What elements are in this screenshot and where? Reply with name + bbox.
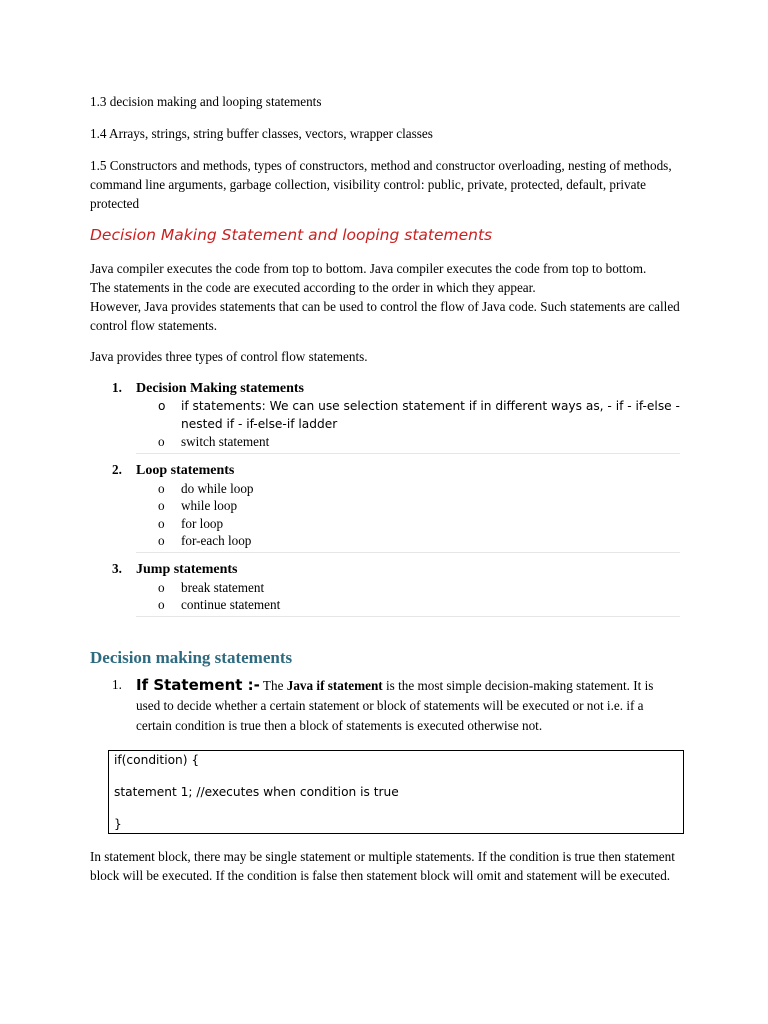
sub-list [136,480,680,550]
sub-list-item-text: if statements: We can use selection statement if in different ways as, - if - if-else - nested if - if-else-if ladder [181,399,680,431]
sub-list-item [136,532,680,550]
control-flow-types-list [90,559,680,614]
bullet-icon: o [158,434,165,449]
list-number: 3. [112,560,122,576]
toc-line-1-5: 1.5 Constructors and methods, types of constructors, method and constructor overloading, nesting of methods, command line arguments, garbage collection, visibility control: public, private, protected, default, private protected [90,158,672,211]
intro-line-1: Java compiler executes the code from top to bottom. Java compiler executes the code from top to bottom. [90,261,647,276]
list-item-decision-making [90,378,680,451]
divider [136,616,680,617]
bullet-icon: o [158,579,165,595]
list-item-title: Decision Making statements [136,381,304,396]
list-item-title: Loop statements [136,462,235,478]
if-text-bold: Java if statement [286,677,383,693]
control-flow-types-list [90,460,680,550]
bullet-icon: o [158,480,165,496]
bullet-icon: o [158,533,165,548]
sub-list-item-text: switch statement [181,434,270,449]
sub-list-item [136,398,680,433]
sub-list-item-text: for loop [181,515,224,531]
list-item-jump [90,559,680,614]
sub-list-item [136,497,680,515]
intro-paragraph-2: Java provides three types of control flow statements. [90,349,368,364]
section-heading-decision-looping: Decision Making Statement and looping statements [90,226,493,244]
code-line: if(condition) { [114,752,200,767]
list-item-title: Jump statements [136,561,238,577]
bullet-icon: o [158,515,165,531]
sub-list-item-text: break statement [181,579,265,595]
sub-list [136,579,680,614]
intro-line-3: However, Java provides statements that can be used to control the flow of Java code. Such statements are called control flow statements. [90,299,680,333]
list-number: 1. [112,676,122,692]
sub-list-item-text: continue statement [181,597,281,612]
bullet-icon: o [158,597,165,612]
code-block [108,750,684,834]
control-flow-types-list [90,378,680,451]
bullet-icon: o [158,498,165,513]
sub-list-item [136,596,680,614]
if-text-pre: The [259,677,287,693]
list-number: 2. [112,461,122,477]
sub-list-item [136,515,680,533]
sub-list-item-text: for-each loop [181,533,252,548]
intro-line-2: The statements in the code are executed according to the order in which they appear. [90,280,536,295]
code-line: statement 1; //executes when condition is true [114,784,399,799]
list-number: 1. [112,380,122,395]
sub-list-item [136,480,680,498]
divider [136,552,680,553]
divider [136,453,680,454]
toc-line-1-3: 1.3 decision making and looping statements [90,94,322,109]
toc-line-1-4: 1.4 Arrays, strings, string buffer classes, vectors, wrapper classes [90,126,433,141]
if-text-post: is the most simple decision-making statement. It is used to decide whether a certain statement or block of statements will be executed or not i.e. if a certain condition is true then a block of statements is executed otherwise not. [136,677,654,733]
code-line: } [114,816,122,831]
sub-list-item [136,433,680,451]
intro-paragraph [90,259,680,335]
if-statement-item [90,675,680,736]
bullet-icon: o [158,399,166,413]
section-heading-decision-making: Decision making statements [90,647,293,667]
sub-list-item-text: while loop [181,498,238,513]
sub-list-item [136,579,680,597]
sub-list [136,398,680,451]
list-item-loop [90,460,680,550]
closing-paragraph: In statement block, there may be single statement or multiple statements. If the condition is true then statement block will be executed. If the condition is false then statement block will omit and statement will be executed. [90,848,675,883]
if-statement-title: If Statement :- [136,675,260,694]
sub-list-item-text: do while loop [181,480,254,496]
